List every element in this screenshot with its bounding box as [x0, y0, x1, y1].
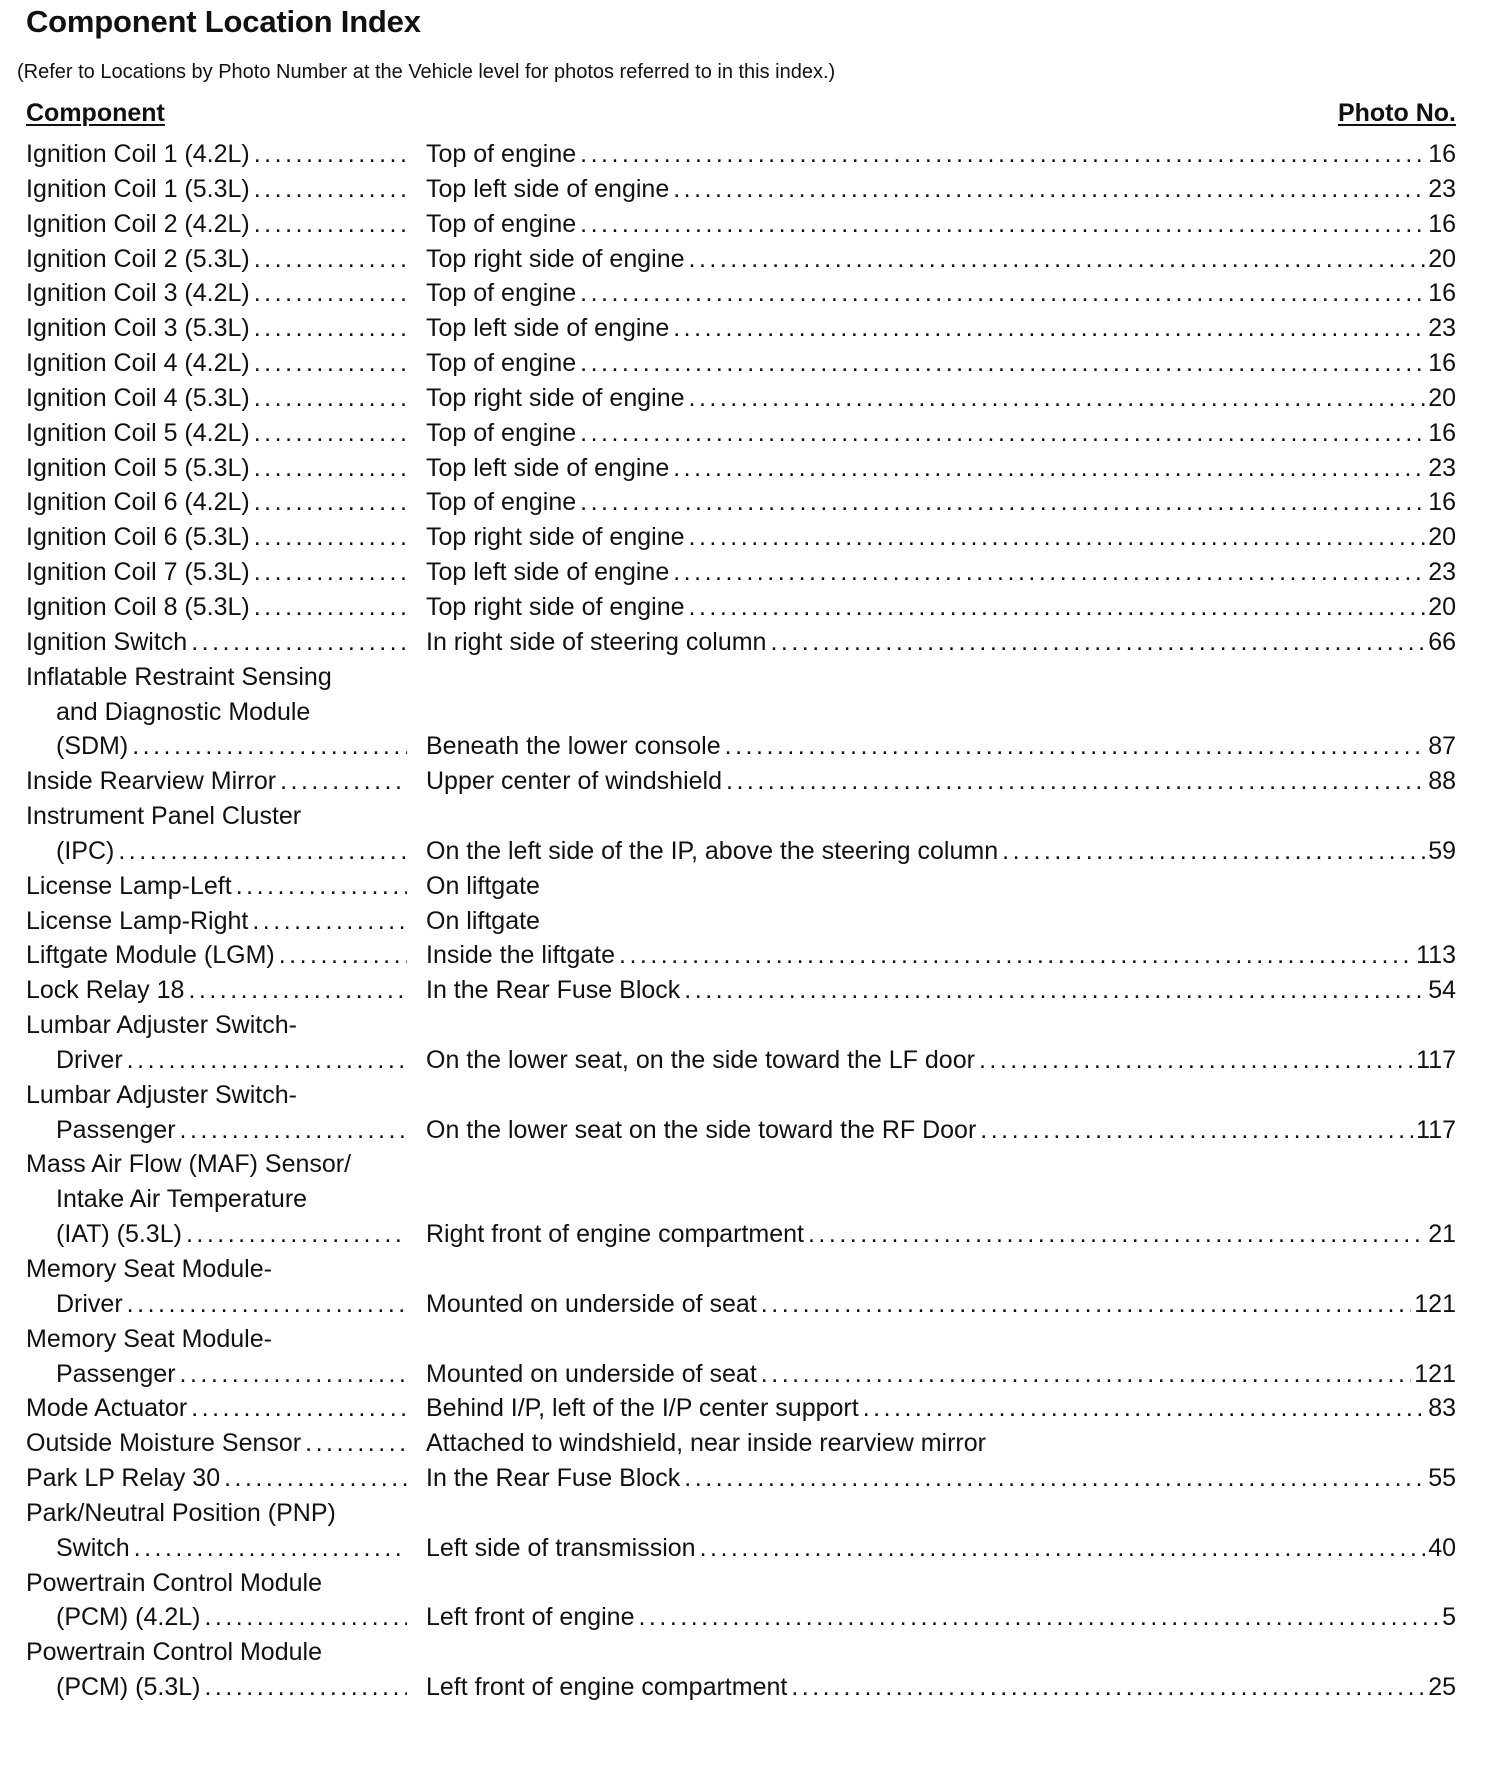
component-name — [56, 1182, 407, 1217]
table-row — [26, 729, 1456, 764]
dot-leader — [669, 451, 1425, 486]
table-row — [26, 346, 1456, 381]
component-text: Powertrain Control Module — [26, 1568, 322, 1597]
location-text: Top right side of engine — [426, 244, 685, 273]
location-cell — [426, 311, 1456, 346]
component-text: Ignition Coil 1 (4.2L) — [26, 140, 250, 168]
dot-leader — [975, 1043, 1413, 1078]
component-name — [26, 381, 407, 416]
component-name — [26, 1461, 407, 1496]
location-text: On the left side of the IP, above the steering column — [426, 836, 999, 865]
location-cell — [426, 1113, 1456, 1148]
table-row — [26, 311, 1456, 346]
photo-number: 5 — [1442, 1603, 1456, 1632]
component-name — [56, 729, 407, 764]
dot-leader — [859, 1391, 1425, 1426]
table-row — [26, 973, 1456, 1008]
location-cell — [426, 1357, 1456, 1392]
component-text: Ignition Coil 5 (5.3L) — [26, 453, 250, 482]
dot-leader — [250, 416, 407, 451]
dot-leader — [200, 1600, 407, 1635]
table-row — [26, 1635, 1456, 1670]
component-name — [56, 1357, 407, 1392]
component-text: Ignition Coil 3 (4.2L) — [26, 279, 250, 308]
location-text: Top left side of engine — [426, 314, 670, 343]
component-text: Memory Seat Module- — [26, 1324, 272, 1353]
component-name — [56, 1531, 407, 1566]
location-text: Top left side of engine — [426, 558, 670, 587]
component-name — [26, 625, 407, 660]
dot-leader — [130, 1531, 407, 1566]
component-text: Lumbar Adjuster Switch- — [26, 1080, 297, 1109]
component-name — [26, 207, 407, 242]
component-text: Lumbar Adjuster Switch- — [26, 1011, 297, 1040]
location-text: Behind I/P, left of the I/P center support — [426, 1394, 859, 1423]
component-name — [26, 520, 407, 555]
table-row — [26, 1287, 1456, 1322]
photo-number: 88 — [1428, 767, 1456, 796]
photo-number: 21 — [1428, 1220, 1456, 1249]
dot-leader — [250, 346, 407, 381]
table-row — [26, 1357, 1456, 1392]
table-row — [26, 1670, 1456, 1705]
dot-leader — [576, 276, 1425, 311]
table-row — [26, 555, 1456, 590]
location-text: Top right side of engine — [426, 592, 685, 621]
location-cell — [426, 1670, 1456, 1705]
dot-leader — [250, 207, 407, 242]
dot-leader — [680, 1461, 1425, 1496]
table-row — [26, 1217, 1456, 1252]
component-name — [26, 485, 407, 520]
table-row — [26, 1426, 1456, 1461]
dot-leader — [669, 311, 1425, 346]
dot-leader — [766, 625, 1425, 660]
location-cell — [426, 207, 1456, 242]
component-name — [26, 1566, 407, 1601]
table-row — [26, 799, 1456, 834]
location-cell — [426, 555, 1456, 590]
component-text: Ignition Coil 8 (5.3L) — [26, 592, 250, 621]
photo-number: 16 — [1428, 488, 1456, 517]
location-text: Top of engine — [426, 349, 577, 378]
dot-leader — [250, 485, 407, 520]
photo-number: 25 — [1428, 1673, 1456, 1702]
dot-leader — [998, 834, 1425, 869]
table-row — [26, 904, 1456, 939]
table-row — [26, 1496, 1456, 1531]
photo-number: 83 — [1428, 1394, 1456, 1423]
dot-leader — [976, 1113, 1413, 1148]
location-cell — [426, 869, 1456, 904]
table-row — [26, 451, 1456, 486]
dot-leader — [187, 625, 407, 660]
component-name — [26, 1391, 407, 1426]
component-name — [26, 555, 407, 590]
photo-number: 87 — [1428, 732, 1456, 761]
component-text: (IAT) (5.3L) — [56, 1220, 182, 1249]
location-cell — [426, 416, 1456, 451]
table-row — [26, 1147, 1456, 1182]
component-name — [56, 1043, 407, 1078]
table-row — [26, 1008, 1456, 1043]
location-text: In the Rear Fuse Block — [426, 1464, 681, 1493]
location-cell — [426, 1600, 1456, 1635]
photo-number: 121 — [1414, 1289, 1456, 1318]
component-text: Driver — [56, 1289, 123, 1318]
location-cell — [426, 1287, 1456, 1322]
dot-leader — [184, 973, 407, 1008]
location-cell — [426, 1391, 1456, 1426]
table-row — [26, 834, 1456, 869]
photo-number: 20 — [1428, 383, 1456, 412]
dot-leader — [615, 938, 1413, 973]
reference-note: (Refer to Locations by Photo Number at the Vehicle level for photos referred to in this index.) — [17, 61, 836, 83]
component-name — [56, 1113, 407, 1148]
photo-number: 23 — [1428, 453, 1456, 482]
component-name — [26, 904, 407, 939]
dot-leader — [634, 1600, 1439, 1635]
dot-leader — [669, 555, 1425, 590]
location-cell — [426, 1217, 1456, 1252]
component-text: (PCM) (5.3L) — [56, 1673, 201, 1702]
photo-number: 23 — [1428, 174, 1456, 203]
dot-leader — [182, 1217, 407, 1252]
dot-leader — [275, 938, 407, 973]
location-text: Top of engine — [426, 140, 577, 168]
component-name — [26, 799, 407, 834]
component-name — [26, 346, 407, 381]
component-name — [26, 590, 407, 625]
component-text: Ignition Coil 2 (4.2L) — [26, 209, 250, 238]
photo-number: 54 — [1428, 976, 1456, 1005]
photo-number: 16 — [1428, 418, 1456, 447]
location-cell — [426, 938, 1456, 973]
component-text: Switch — [56, 1533, 130, 1562]
photo-number: 16 — [1428, 279, 1456, 308]
dot-leader — [576, 416, 1425, 451]
location-cell — [426, 764, 1456, 799]
dot-leader — [250, 311, 407, 346]
table-row — [26, 1322, 1456, 1357]
component-text: Ignition Coil 6 (4.2L) — [26, 488, 250, 517]
location-text: Top of engine — [426, 418, 577, 447]
location-cell — [426, 1043, 1456, 1078]
dot-leader — [685, 381, 1426, 416]
photo-number: 59 — [1428, 836, 1456, 865]
component-name — [26, 1147, 407, 1182]
dot-leader — [680, 973, 1425, 1008]
component-name — [26, 242, 407, 277]
component-text: Ignition Coil 1 (5.3L) — [26, 174, 250, 203]
dot-leader — [250, 451, 407, 486]
column-header-photo-no: Photo No. — [1337, 99, 1456, 127]
table-row — [26, 869, 1456, 904]
component-text: Passenger — [56, 1359, 176, 1388]
location-text: Left front of engine — [426, 1603, 635, 1632]
location-text: On liftgate — [426, 906, 540, 935]
dot-leader — [176, 1357, 407, 1392]
dot-leader — [220, 1461, 407, 1496]
dot-leader — [232, 869, 407, 904]
component-text: Park/Neutral Position (PNP) — [26, 1498, 336, 1527]
component-name — [56, 1600, 407, 1635]
dot-leader — [576, 485, 1425, 520]
dot-leader — [696, 1531, 1426, 1566]
dot-leader — [250, 242, 407, 277]
dot-leader — [721, 729, 1426, 764]
location-text: Inside the liftgate — [426, 941, 616, 970]
photo-number: 55 — [1428, 1464, 1456, 1493]
component-text: Ignition Coil 5 (4.2L) — [26, 418, 250, 447]
component-text: Park LP Relay 30 — [26, 1464, 221, 1493]
component-name — [26, 451, 407, 486]
component-text: Ignition Coil 4 (4.2L) — [26, 349, 250, 378]
dot-leader — [576, 346, 1425, 381]
component-text: Intake Air Temperature — [56, 1185, 308, 1214]
table-row — [26, 695, 1456, 730]
component-name — [26, 938, 407, 973]
component-text: Memory Seat Module- — [26, 1255, 272, 1283]
component-text: (SDM) — [56, 732, 129, 761]
component-name — [26, 276, 407, 311]
photo-number: 66 — [1428, 627, 1456, 656]
component-name — [56, 834, 407, 869]
location-text: Mounted on underside of seat — [426, 1289, 757, 1318]
table-row — [26, 137, 1456, 172]
component-name — [26, 172, 407, 207]
component-text: Ignition Coil 3 (5.3L) — [26, 314, 250, 343]
component-text: Ignition Switch — [26, 627, 188, 656]
location-text: In right side of steering column — [426, 627, 767, 656]
location-text: On liftgate — [426, 871, 540, 900]
location-cell — [426, 1426, 1456, 1461]
dot-leader — [123, 1043, 407, 1078]
table-row — [26, 276, 1456, 311]
dot-leader — [576, 207, 1425, 242]
location-text: Top right side of engine — [426, 523, 685, 552]
table-row — [26, 1043, 1456, 1078]
table-row — [26, 938, 1456, 973]
component-name — [26, 764, 407, 799]
table-row — [26, 1078, 1456, 1113]
table-row — [26, 1182, 1456, 1217]
component-name — [26, 137, 407, 172]
component-text: Liftgate Module (LGM) — [26, 941, 275, 970]
location-text: On the lower seat, on the side toward the LF door — [426, 1045, 975, 1074]
table-row — [26, 172, 1456, 207]
dot-leader — [250, 590, 407, 625]
dot-leader — [576, 137, 1425, 172]
location-text: Top right side of engine — [426, 383, 685, 412]
component-name — [26, 1496, 407, 1531]
component-text: (IPC) — [56, 836, 115, 865]
location-text: Top left side of engine — [426, 453, 670, 482]
component-text: License Lamp-Left — [26, 871, 232, 900]
photo-number: 23 — [1428, 558, 1456, 587]
table-row — [26, 1566, 1456, 1601]
component-name — [26, 416, 407, 451]
table-row — [26, 1252, 1456, 1287]
table-row — [26, 625, 1456, 660]
table-row — [26, 207, 1456, 242]
location-text: Left front of engine compartment — [426, 1673, 788, 1702]
component-text: (PCM) (4.2L) — [56, 1603, 201, 1632]
dot-leader — [722, 764, 1425, 799]
dot-leader — [250, 276, 407, 311]
photo-number: 16 — [1428, 140, 1456, 168]
component-text: Inside Rearview Mirror — [26, 767, 277, 796]
location-cell — [426, 904, 1456, 939]
component-name — [56, 1217, 407, 1252]
component-text: Mode Actuator — [26, 1394, 188, 1423]
dot-leader — [250, 520, 407, 555]
dot-leader — [685, 590, 1426, 625]
component-name — [56, 1670, 407, 1705]
table-row — [26, 764, 1456, 799]
component-text: Ignition Coil 7 (5.3L) — [26, 558, 250, 587]
component-name — [26, 1252, 407, 1287]
component-text: Mass Air Flow (MAF) Sensor/ — [26, 1150, 352, 1179]
dot-leader — [757, 1357, 1411, 1392]
photo-number: 23 — [1428, 314, 1456, 343]
dot-leader — [200, 1670, 407, 1705]
dot-leader — [250, 172, 407, 207]
table-row — [26, 485, 1456, 520]
location-cell — [426, 172, 1456, 207]
location-text: Top of engine — [426, 209, 577, 238]
dot-leader — [685, 242, 1426, 277]
component-name — [26, 1322, 407, 1357]
component-name — [26, 1008, 407, 1043]
component-text: Inflatable Restraint Sensing — [26, 662, 332, 691]
component-text: Instrument Panel Cluster — [26, 802, 302, 831]
component-name — [26, 311, 407, 346]
dot-leader — [669, 172, 1425, 207]
photo-number: 20 — [1428, 244, 1456, 273]
table-row — [26, 1461, 1456, 1496]
dot-leader — [128, 729, 407, 764]
component-name — [56, 1287, 407, 1322]
component-name — [26, 1078, 407, 1113]
location-cell — [426, 1531, 1456, 1566]
location-cell — [426, 381, 1456, 416]
location-cell — [426, 137, 1456, 172]
location-cell — [426, 973, 1456, 1008]
dot-leader — [123, 1287, 407, 1322]
table-row — [26, 1391, 1456, 1426]
photo-number: 117 — [1416, 1115, 1456, 1144]
component-text: License Lamp-Right — [26, 906, 249, 935]
dot-leader — [250, 381, 407, 416]
location-cell — [426, 346, 1456, 381]
location-cell — [426, 590, 1456, 625]
location-cell — [426, 834, 1456, 869]
component-text: Powertrain Control Module — [26, 1638, 322, 1667]
component-name — [26, 660, 407, 695]
component-text: Driver — [56, 1045, 123, 1074]
table-row — [26, 590, 1456, 625]
location-text: Top of engine — [426, 488, 577, 517]
location-text: Top left side of engine — [426, 174, 670, 203]
component-name — [26, 973, 407, 1008]
component-name — [26, 1635, 407, 1670]
location-cell — [426, 729, 1456, 764]
component-text: Ignition Coil 4 (5.3L) — [26, 383, 250, 412]
photo-number: 113 — [1416, 941, 1456, 970]
dot-leader — [248, 904, 407, 939]
component-text: Ignition Coil 2 (5.3L) — [26, 244, 250, 273]
location-text: Left side of transmission — [426, 1533, 696, 1562]
dot-leader — [276, 764, 407, 799]
location-cell — [426, 485, 1456, 520]
table-row — [26, 242, 1456, 277]
location-cell — [426, 520, 1456, 555]
location-cell — [426, 242, 1456, 277]
dot-leader — [787, 1670, 1425, 1705]
dot-leader — [757, 1287, 1411, 1322]
page-title: Component Location Index — [26, 4, 421, 39]
dot-leader — [250, 137, 407, 172]
photo-number: 117 — [1416, 1045, 1456, 1074]
photo-number: 16 — [1428, 349, 1456, 378]
photo-number: 121 — [1414, 1359, 1456, 1388]
dot-leader — [250, 555, 407, 590]
location-text: In the Rear Fuse Block — [426, 976, 681, 1005]
component-name — [26, 869, 407, 904]
location-text: On the lower seat on the side toward the RF Door — [426, 1115, 977, 1144]
dot-leader — [685, 520, 1426, 555]
table-row — [26, 660, 1456, 695]
location-cell — [426, 625, 1456, 660]
component-name — [56, 695, 407, 730]
table-row — [26, 381, 1456, 416]
component-name — [26, 1426, 407, 1461]
column-header-component: Component — [26, 99, 165, 127]
table-row — [26, 416, 1456, 451]
component-text: Passenger — [56, 1115, 176, 1144]
photo-number: 20 — [1428, 523, 1456, 552]
table-row — [26, 520, 1456, 555]
table-row — [26, 1113, 1456, 1148]
component-text: Ignition Coil 6 (5.3L) — [26, 523, 250, 552]
photo-number: 20 — [1428, 592, 1456, 621]
component-text: Outside Moisture Sensor — [26, 1429, 302, 1458]
location-text: Right front of engine compartment — [426, 1220, 804, 1249]
location-cell — [426, 276, 1456, 311]
table-row — [26, 1531, 1456, 1566]
location-text: Top of engine — [426, 279, 577, 308]
component-text: and Diagnostic Module — [56, 697, 311, 726]
location-text: Upper center of windshield — [426, 767, 722, 796]
location-cell — [426, 1461, 1456, 1496]
dot-leader — [176, 1113, 407, 1148]
photo-number: 16 — [1428, 209, 1456, 238]
location-cell — [426, 451, 1456, 486]
dot-leader — [187, 1391, 407, 1426]
table-row — [26, 1600, 1456, 1635]
dot-leader — [804, 1217, 1425, 1252]
dot-leader — [114, 834, 407, 869]
location-text: Beneath the lower console — [426, 732, 721, 761]
photo-number: 40 — [1428, 1533, 1456, 1562]
dot-leader — [301, 1426, 407, 1461]
index-table — [26, 137, 1456, 1705]
location-text: Attached to windshield, near inside rearview mirror — [426, 1429, 986, 1458]
location-text: Mounted on underside of seat — [426, 1359, 757, 1388]
component-text: Lock Relay 18 — [26, 976, 185, 1005]
